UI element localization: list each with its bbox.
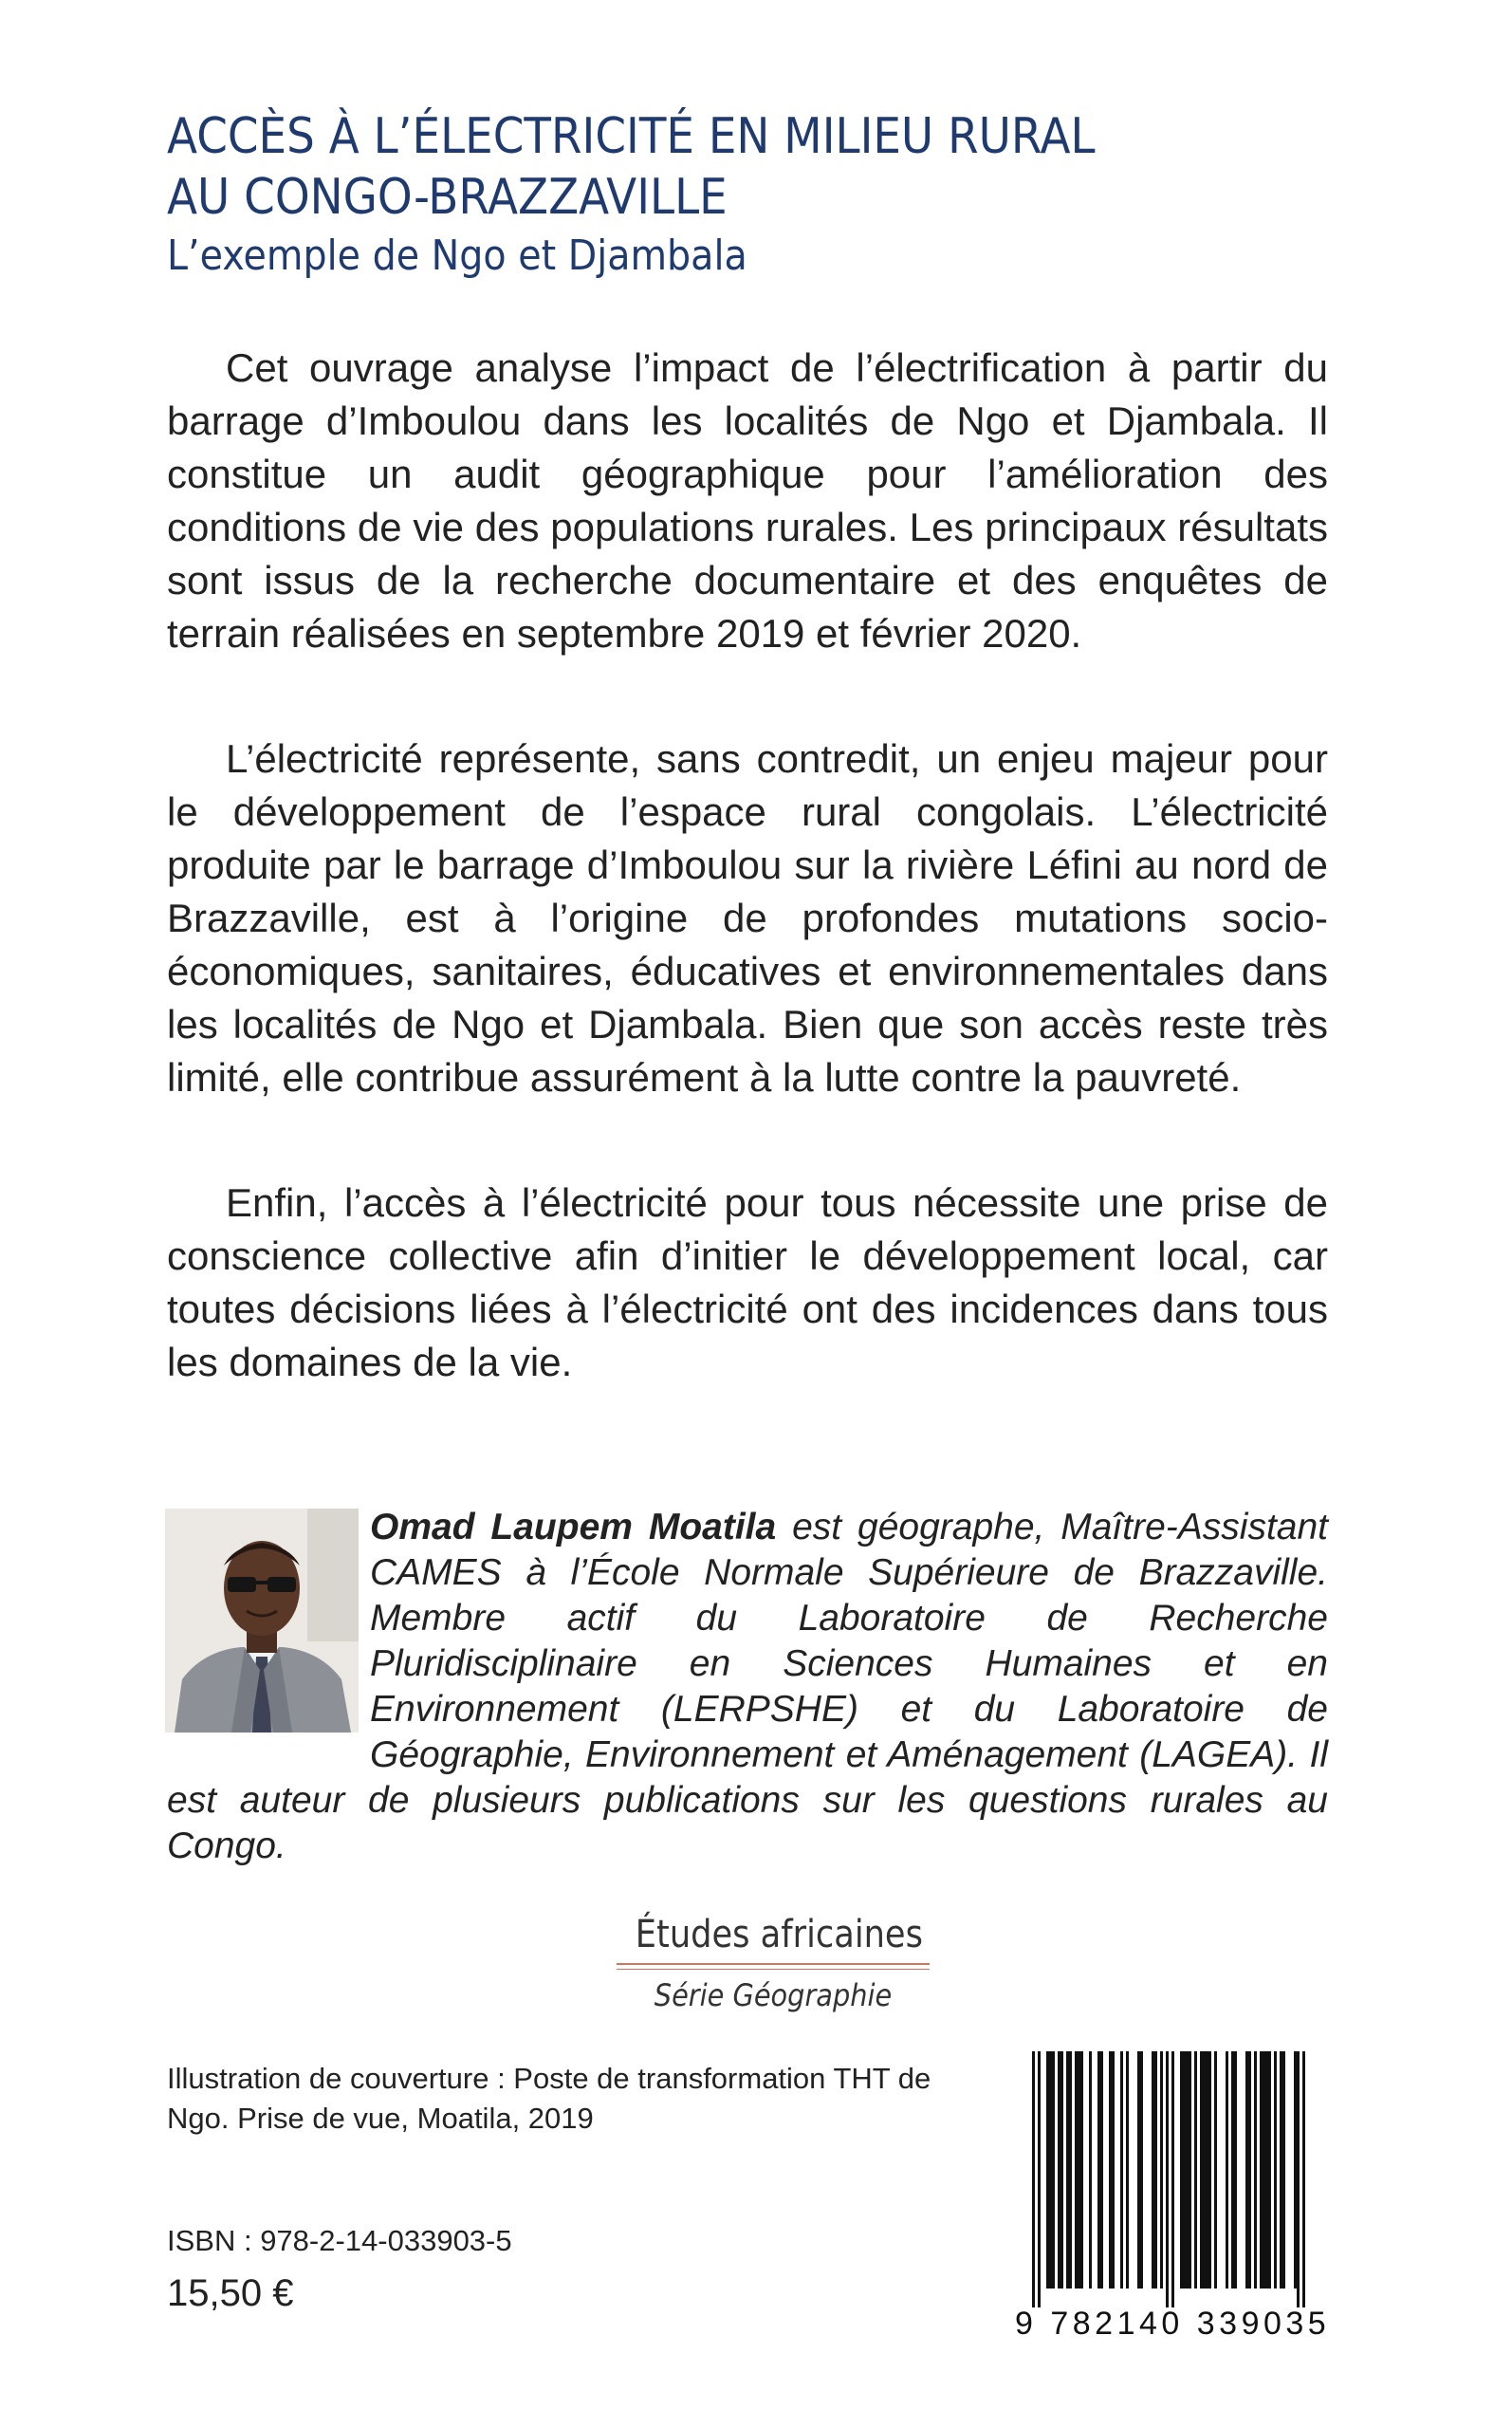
barcode-bar <box>1171 2051 1174 2307</box>
barcode-bar <box>1160 2051 1163 2289</box>
barcode-bar <box>1280 2051 1285 2289</box>
barcode-bar <box>1120 2051 1123 2289</box>
summary-paragraph-2: L’électricité représente, sans contredit, un enjeu majeur pour le développement de l’espace rural congolais. L’électricité produite par le barrage d’Imboulou sur la rivière Léfini au nord de Brazzaville, est à l’origine de profondes mutations socio-économiques, sanitaires, éducatives et environnementales dans les localités de Ngo et Djambala. Bien que son accès reste très limité, elle contribue assurément à la lutte contre la pauvreté. <box>167 736 1328 1100</box>
summary-paragraph-3: Enfin, l’accès à l’électricité pour tous nécessite une prise de conscience collective afin d’initier le développement local, car toutes décisions liées à l’électricité ont des incidences dans tous les domaines de la vie. <box>167 1180 1328 1384</box>
barcode-bar <box>1297 2051 1300 2307</box>
isbn: ISBN : 978-2-14-033903-5 <box>167 2224 512 2257</box>
book-title-line2: AU CONGO-BRAZZAVILLE <box>167 169 728 226</box>
barcode-bar <box>1058 2051 1063 2289</box>
barcode-bar <box>1245 2051 1251 2289</box>
barcode-bar <box>1032 2051 1035 2307</box>
barcode-bar <box>1066 2051 1072 2289</box>
barcode-bar <box>1180 2051 1191 2289</box>
series-name: Études africaines <box>635 1913 923 1956</box>
barcode-bar <box>1200 2051 1211 2289</box>
barcode-bar <box>1126 2051 1129 2289</box>
barcode-bar <box>1109 2051 1115 2289</box>
barcode-bar <box>1075 2051 1083 2289</box>
barcode-bar <box>1294 2051 1297 2289</box>
barcode-bar <box>1152 2051 1157 2289</box>
author-name: Omad Laupem Moatila <box>370 1507 777 1547</box>
series-block <box>617 1912 930 2013</box>
barcode-bar <box>1254 2051 1257 2289</box>
series-rule <box>617 1963 930 1965</box>
series-rule-thin <box>617 1969 930 1970</box>
barcode-bar <box>1194 2051 1197 2289</box>
barcode-bar <box>1226 2051 1228 2289</box>
barcode-bar <box>1046 2051 1055 2289</box>
barcode-bar <box>1089 2051 1092 2289</box>
barcode <box>1015 2051 1331 2345</box>
barcode-bar <box>1231 2051 1237 2289</box>
barcode-bar <box>1302 2051 1305 2307</box>
barcode-bar <box>1274 2051 1277 2289</box>
barcode-bar <box>1166 2051 1169 2307</box>
barcode-digits: 9 782140 339035 <box>1015 2306 1331 2342</box>
barcode-bars <box>1015 2051 1318 2307</box>
summary-paragraph-1: Cet ouvrage analyse l’impact de l’électrification à partir du barrage d’Imboulou dans les localités de Ngo et Djambala. Il constitue un audit géographique pour l’amélioration des conditions de vie des populations rurales. Les principaux résultats sont issus de la recherche documentaire et des enquêtes de terrain réalisées en septembre 2019 et février 2020. <box>167 345 1328 656</box>
price: 15,50 € <box>167 2272 294 2314</box>
book-title-line1: ACCÈS À L’ÉLECTRICITÉ EN MILIEU RURAL <box>167 108 1096 165</box>
barcode-bar <box>1214 2051 1217 2289</box>
series-subseries: Série Géographie <box>654 1977 893 2013</box>
barcode-bar <box>1260 2051 1271 2289</box>
barcode-bar <box>1137 2051 1143 2289</box>
book-title <box>167 106 1277 228</box>
book-subtitle: L’exemple de Ngo et Djambala <box>167 232 747 280</box>
author-bio <box>167 1505 1328 1869</box>
photo-wrap-space <box>167 1505 370 1734</box>
barcode-bar <box>1038 2051 1041 2307</box>
cover-credit: Illustration de couverture : Poste de transformation THT de Ngo. Prise de vue, Moatila, 2019 <box>167 2062 931 2135</box>
author-bio-text: est géographe, Maître-Assistant CAMES à l’École Normale Supérieure de Brazzaville. Membre actif du Laboratoire de Recherche Pluridisciplinaire en Sciences Humaines et en Environnement (LERPSHE) et du Laboratoire de Géographie, Environnement et Aménagement (LAGEA). Il est auteur de plusieurs publications sur les questions rurales au Congo. <box>167 1507 1328 1866</box>
barcode-bar <box>1097 2051 1103 2289</box>
